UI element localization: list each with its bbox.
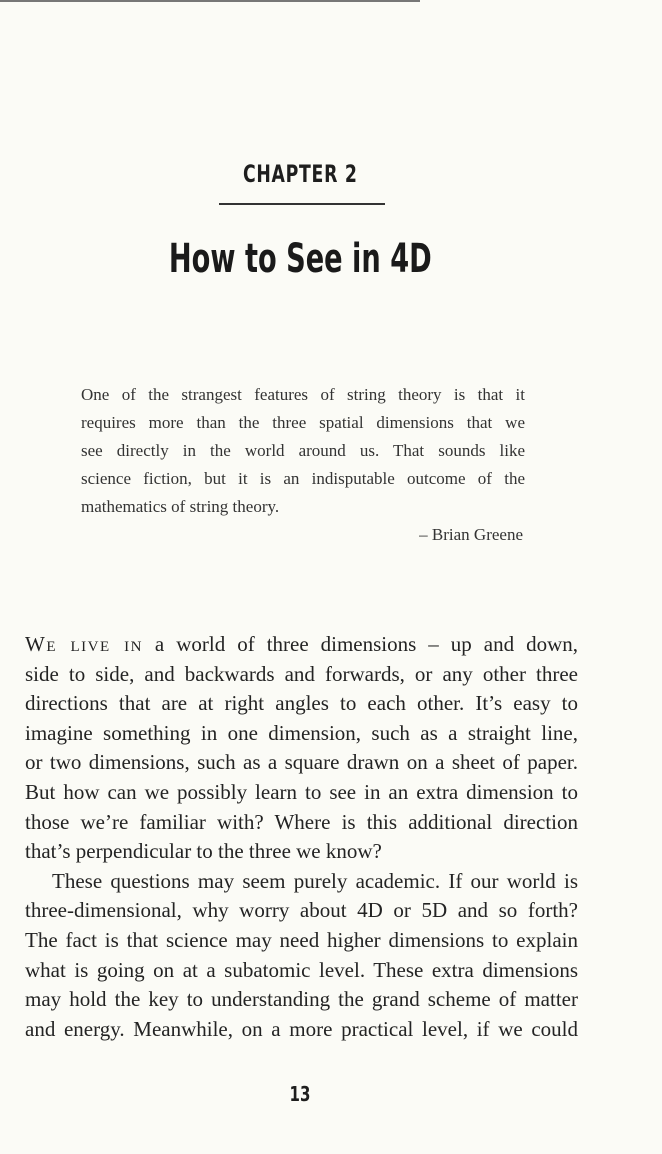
opening-smallcaps: We live in [25,632,143,656]
epigraph-line: requires more than the three spatial dimensions that we [81,413,525,432]
body-line: three-dimensional, why worry about 4D or 5D and so forth? [25,898,578,923]
body-line: side to side, and backwards and forwards, or any other three [25,661,578,686]
body-line: what is going on at a subatomic level. These extra dimensions [25,957,578,982]
chapter-underline [219,203,385,205]
body-line: and energy. Meanwhile, on a more practical level, if we could [25,1016,578,1041]
epigraph-line: mathematics of string theory. [81,497,280,516]
chapter-title: How to See in 4D [168,236,432,282]
epigraph-quote [81,381,525,521]
epigraph-line: science fiction, but it is an indisputable outcome of the [81,469,525,488]
body-line [25,630,578,660]
body-text [25,630,578,1044]
body-line: But how can we possibly learn to see in an extra dimension to [25,779,578,804]
top-edge-rule [0,0,420,2]
body-line: imagine something in one dimension, such as a straight line, [25,720,578,745]
chapter-label: CHAPTER 2 [242,160,358,188]
body-line: that’s perpendicular to the three we know? [25,839,382,864]
body-line: The fact is that science may need higher dimensions to explain [25,927,578,952]
body-line: These questions may seem purely academic. If our world is [52,868,578,893]
body-line: may hold the key to understanding the grand scheme of matter [25,987,578,1012]
page-number: 13 [289,1082,311,1106]
body-line: directions that are at right angles to each other. It’s easy to [25,691,578,716]
epigraph-line: see directly in the world around us. That sounds like [81,441,525,460]
epigraph-attribution: – Brian Greene [419,525,523,544]
body-line: those we’re familiar with? Where is this additional direction [25,809,578,834]
epigraph-line: One of the strangest features of string theory is that it [81,385,525,404]
opening-line-rest: a world of three dimensions – up and down, [142,632,578,656]
body-line: or two dimensions, such as a square drawn on a sheet of paper. [25,750,578,775]
